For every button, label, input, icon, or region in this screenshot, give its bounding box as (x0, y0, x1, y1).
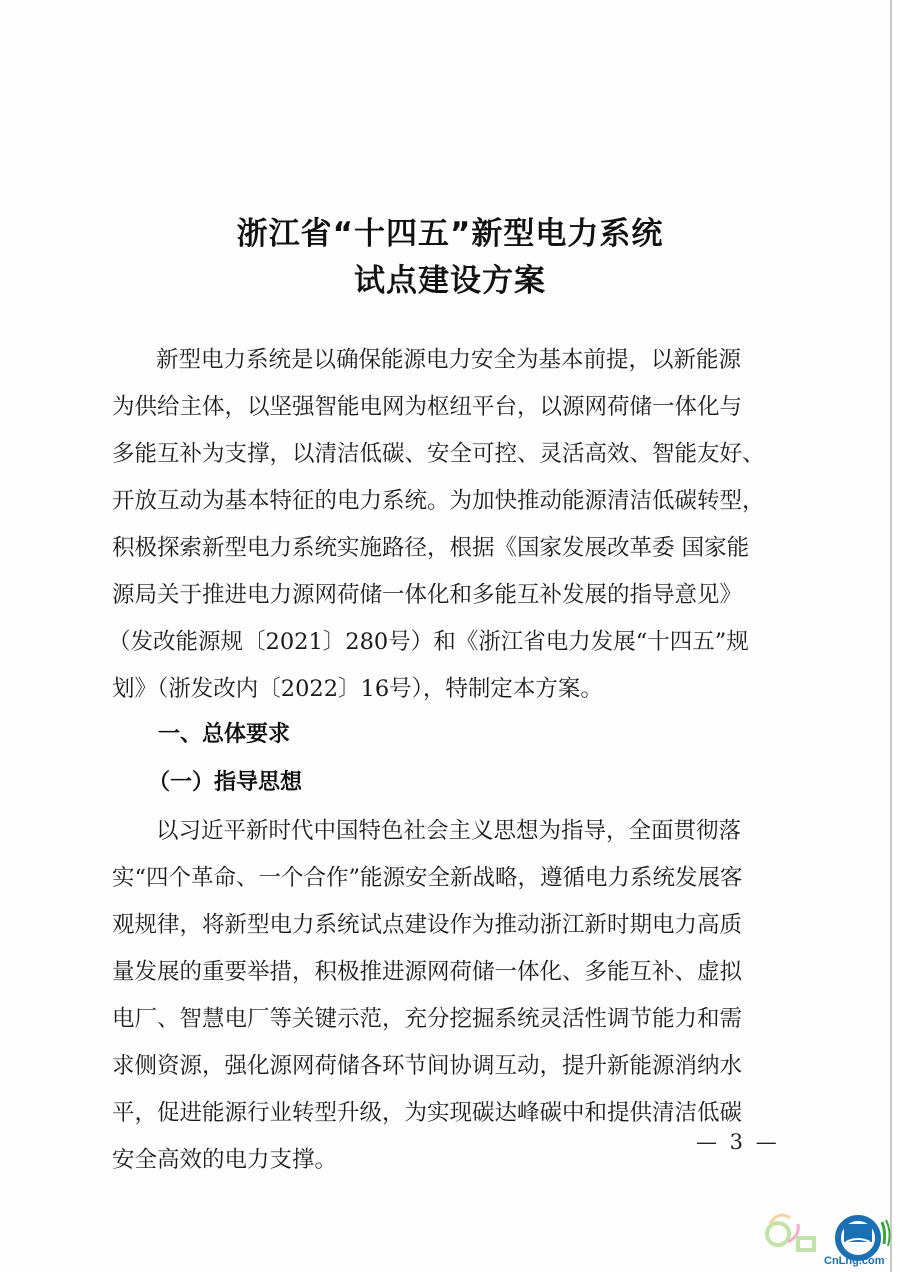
document-title-line-1: 浙江省“十四五”新型电力系统 (236, 216, 664, 252)
intro-paragraph-line: 为供给主体，以坚强智能电网为枢纽平台，以源网荷储一体化与 (112, 394, 743, 420)
intro-paragraph-line: （发改能源规〔2021〕280号）和《浙江省电力发展“十四五”规 (108, 629, 749, 655)
guide-paragraph-line: 求侧资源，强化源网荷储各环节间协调互动，提升新能源消纳水 (112, 1053, 743, 1079)
page-edge-divider (890, 0, 892, 1272)
guide-paragraph-line: 观规律，将新型电力系统试点建设作为推动浙江新时期电力高质 (112, 912, 743, 938)
page-number: — 3 — (696, 1130, 780, 1154)
guide-paragraph-line: 以习近平新时代中国特色社会主义思想为指导，全面贯彻落 (156, 818, 742, 844)
intro-paragraph-line: 新型电力系统是以确保能源电力安全为基本前提，以新能源 (156, 347, 742, 373)
intro-paragraph-line: 积极探索新型电力系统实施路径，根据《国家发展改革委 国家能 (112, 535, 750, 561)
site-watermark (760, 1196, 896, 1268)
section-heading: 一、总体要求 (158, 722, 291, 747)
guide-paragraph-line: 实“四个革命、一个合作”能源安全新战略，遵循电力系统发展客 (112, 865, 743, 891)
document-title-line-2: 试点建设方案 (354, 263, 546, 299)
intro-paragraph-line: 开放互动为基本特征的电力系统。为加快推动能源清洁低碳转型， (112, 488, 765, 514)
guide-paragraph-line: 安全高效的电力支撑。 (112, 1147, 338, 1173)
guide-paragraph-line: 电厂、智慧电厂等关键示范，充分挖掘系统灵活性调节能力和需 (112, 1006, 743, 1032)
intro-paragraph-line: 源局关于推进电力源网荷储一体化和多能互补发展的指导意见》 (112, 582, 743, 608)
intro-paragraph-line: 划》（浙发改内〔2022〕16号），特制定本方案。 (112, 676, 603, 702)
intro-paragraph-line: 多能互补为支撑，以清洁低碳、安全可控、灵活高效、智能友好、 (112, 441, 765, 467)
subsection-heading: （一）指导思想 (148, 770, 303, 795)
watermark-logo-text: CnLng.com (824, 1255, 885, 1267)
guide-paragraph-line: 平，促进能源行业转型升级，为实现碳达峰碳中和提供清洁低碳 (112, 1100, 743, 1126)
site-logo-icon (760, 1196, 896, 1268)
guide-paragraph-line: 量发展的重要举措，积极推进源网荷储一体化、多能互补、虚拟 (112, 959, 743, 985)
